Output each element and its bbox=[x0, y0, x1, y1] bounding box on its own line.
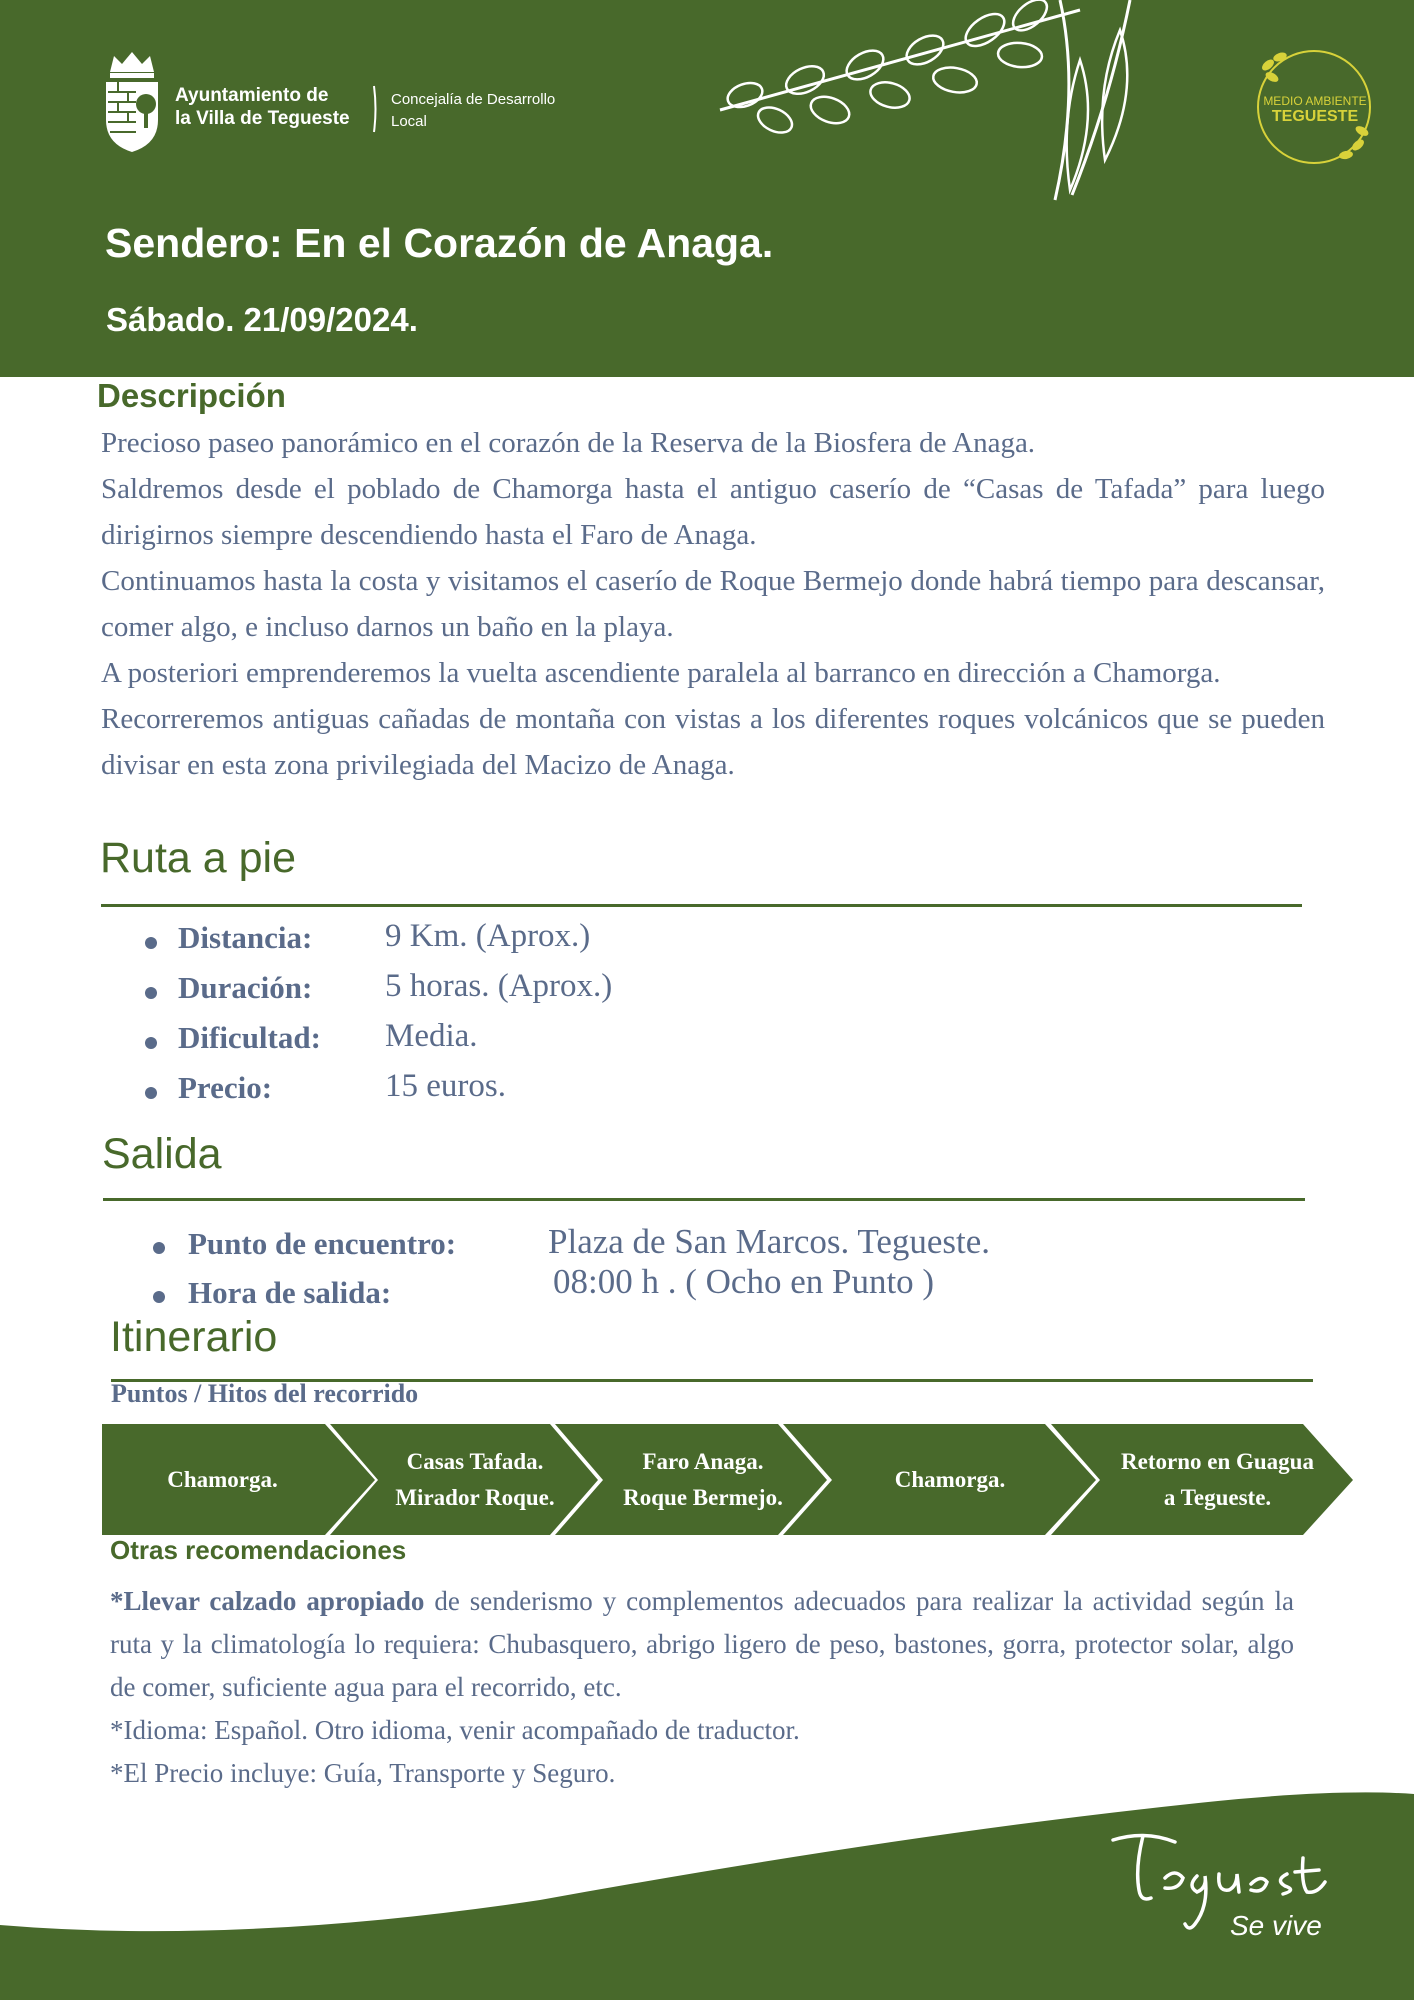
itinerary-step-line1: Chamorga. bbox=[167, 1466, 278, 1492]
route-item bbox=[178, 920, 312, 956]
org-name-line2: la Villa de Tegueste bbox=[175, 108, 350, 129]
departure-item-value: Plaza de San Marcos. Tegueste. bbox=[548, 1222, 991, 1261]
department-line2: Local bbox=[391, 113, 427, 130]
route-item bbox=[178, 970, 312, 1006]
bullet-icon bbox=[145, 1087, 157, 1099]
itinerary-step-label bbox=[1095, 1424, 1340, 1535]
departure-divider bbox=[103, 1198, 1305, 1201]
route-heading: Ruta a pie bbox=[100, 834, 297, 882]
route-divider bbox=[101, 904, 1302, 907]
departure-item-label: Punto de encuentro: bbox=[188, 1226, 457, 1261]
itinerary-heading: Itinerario bbox=[110, 1313, 278, 1361]
itinerary-step-line2: Roque Bermejo. bbox=[623, 1484, 783, 1510]
description-paragraph: A posteriori emprenderemos la vuelta ascendiente paralela al barranco en dirección a Chamorga. bbox=[101, 657, 1221, 689]
itinerary-step-label bbox=[110, 1424, 335, 1535]
departure-heading: Salida bbox=[102, 1130, 222, 1178]
route-item-label: Duración: bbox=[178, 970, 313, 1005]
recommendations-body bbox=[110, 1580, 1294, 1795]
departure-item bbox=[188, 1275, 391, 1311]
itinerary-step-line1: Faro Anaga. bbox=[642, 1448, 764, 1474]
department-line1: Concejalía de Desarrollo bbox=[391, 91, 556, 108]
recommendations-heading: Otras recomendaciones bbox=[110, 1535, 407, 1565]
description-paragraph: Saldremos desde el poblado de Chamorga hasta el antiguo caserío de “Casas de Tafada” para luego dirigirnos siempre descendiendo hasta el Faro de Anaga. bbox=[101, 473, 1325, 551]
route-item-value-wrap bbox=[385, 918, 590, 955]
event-date: Sábado. 21/09/2024. bbox=[106, 301, 418, 338]
itinerary-subheading: Puntos / Hitos del recorrido bbox=[111, 1379, 419, 1408]
olive-branch-illustration-icon bbox=[700, 0, 1230, 210]
badge-line2: TEGUESTE bbox=[1271, 108, 1359, 125]
route-item bbox=[178, 1020, 321, 1056]
route-item-value: 9 Km. (Aprox.) bbox=[385, 918, 591, 954]
description-body bbox=[101, 420, 1325, 788]
departure-item-label: Hora de salida: bbox=[188, 1275, 392, 1310]
recommendations-text: de senderismo y complementos adecuados para realizar la actividad según la ruta y la climatología lo requiera: Chubasquero, abrigo ligero de peso, bastones, gorra, protector solar, algo de comer, suficiente agua para el recorrido, etc. bbox=[110, 1586, 1294, 1702]
footer-slogan: Se vive bbox=[1230, 1910, 1322, 1941]
itinerary-step-line1: Chamorga. bbox=[894, 1466, 1006, 1492]
description-paragraph: Precioso paseo panorámico en el corazón de la Reserva de la Biosfera de Anaga. bbox=[101, 427, 1036, 459]
route-item-label: Precio: bbox=[178, 1070, 273, 1105]
route-item-value-wrap bbox=[385, 968, 612, 1005]
itinerary-step-line1: Retorno en Guagua bbox=[1121, 1448, 1314, 1474]
itinerary-step-label bbox=[370, 1424, 580, 1535]
departure-item-value: 08:00 h . ( Ocho en Punto ) bbox=[553, 1262, 935, 1301]
description-heading: Descripción bbox=[97, 377, 286, 414]
recommendations-price-includes: *El Precio incluye: Guía, Transporte y Seguro. bbox=[110, 1758, 616, 1788]
itinerary-step-line2: Mirador Roque. bbox=[395, 1484, 555, 1510]
itinerary-step-line1: Casas Tafada. bbox=[406, 1448, 544, 1474]
itinerary-step-label bbox=[830, 1424, 1070, 1535]
org-name-line1: Ayuntamiento de bbox=[175, 85, 329, 106]
recommendations-lead: *Llevar calzado apropiado bbox=[110, 1586, 425, 1616]
route-item-value: 5 horas. (Aprox.) bbox=[385, 968, 613, 1004]
departure-item-value-wrap bbox=[548, 1222, 990, 1262]
departure-item-value-wrap bbox=[553, 1262, 934, 1302]
route-item-value-wrap bbox=[385, 1018, 478, 1055]
route-item-value-wrap bbox=[385, 1068, 506, 1105]
recommendations-language: *Idioma: Español. Otro idioma, venir acompañado de traductor. bbox=[110, 1715, 800, 1745]
itinerary-step-line2: a Tegueste. bbox=[1163, 1484, 1272, 1510]
route-item-label: Dificultad: bbox=[178, 1020, 321, 1055]
bullet-icon bbox=[153, 1291, 165, 1303]
route-item bbox=[178, 1070, 272, 1106]
coat-of-arms-icon bbox=[100, 46, 164, 156]
bullet-icon bbox=[145, 987, 157, 999]
page-title: Sendero: En el Corazón de Anaga. bbox=[105, 220, 774, 266]
route-item-value: Media. bbox=[385, 1018, 478, 1054]
header-separator-icon bbox=[368, 84, 380, 134]
description-paragraph: Recorreremos antiguas cañadas de montaña con vistas a los diferentes roques volcánicos que se pueden divisar en esta zona privilegiada del Macizo de Anaga. bbox=[101, 703, 1325, 781]
departure-item bbox=[188, 1226, 456, 1262]
itinerary-step-label bbox=[598, 1424, 808, 1535]
description-paragraph: Continuamos hasta la costa y visitamos el caserío de Roque Bermejo donde habrá tiempo para descansar, comer algo, e incluso darnos un baño en la playa. bbox=[101, 565, 1325, 643]
bullet-icon bbox=[145, 1037, 157, 1049]
bullet-icon bbox=[145, 937, 157, 949]
badge-line1: MEDIO AMBIENTE bbox=[1263, 94, 1367, 108]
route-item-label: Distancia: bbox=[178, 920, 313, 955]
bullet-icon bbox=[153, 1242, 165, 1254]
route-item-value: 15 euros. bbox=[385, 1068, 506, 1104]
